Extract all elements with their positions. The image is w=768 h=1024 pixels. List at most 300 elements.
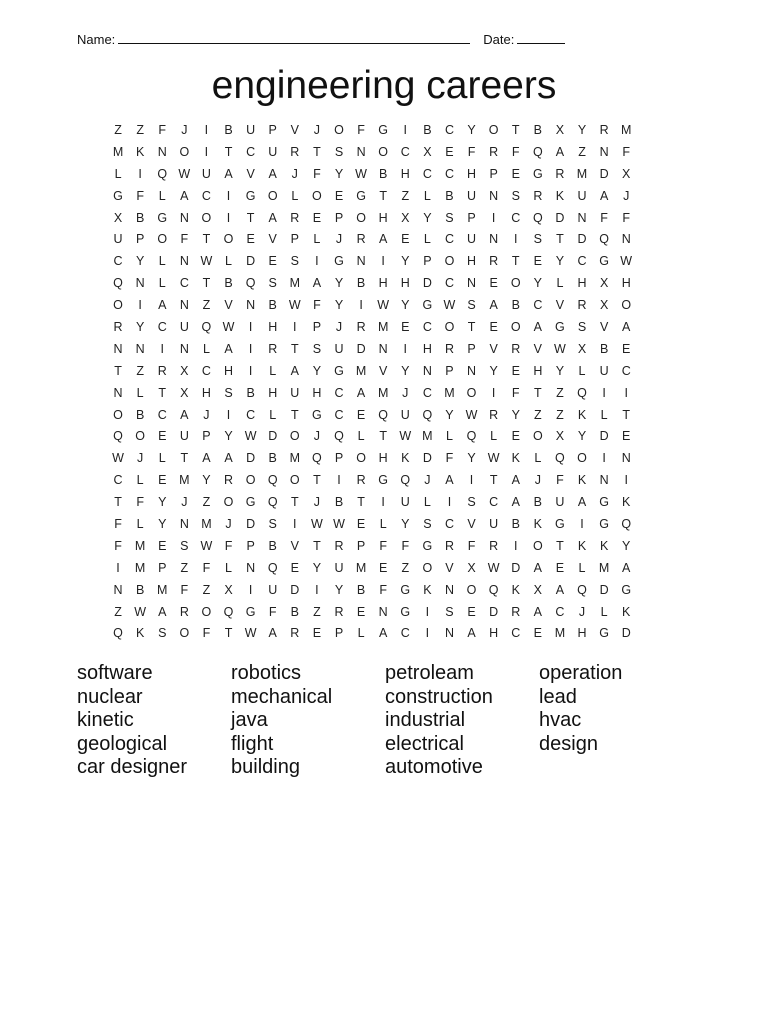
grid-letter[interactable]: A: [467, 626, 476, 641]
grid-letter[interactable]: T: [511, 254, 520, 269]
grid-letter[interactable]: G: [245, 188, 256, 203]
grid-letter[interactable]: H: [378, 276, 388, 291]
grid-letter[interactable]: A: [158, 298, 167, 313]
grid-letter[interactable]: R: [555, 166, 565, 181]
grid-letter[interactable]: O: [577, 451, 587, 466]
grid-letter[interactable]: C: [113, 473, 123, 488]
grid-letter[interactable]: U: [268, 582, 278, 597]
grid-letter[interactable]: S: [268, 276, 277, 291]
grid-letter[interactable]: U: [179, 320, 189, 335]
grid-letter[interactable]: R: [489, 144, 499, 159]
grid-letter[interactable]: B: [268, 538, 277, 553]
grid-letter[interactable]: Z: [202, 495, 211, 510]
grid-letter[interactable]: T: [202, 276, 211, 291]
grid-letter[interactable]: P: [312, 320, 322, 335]
grid-letter[interactable]: E: [356, 407, 366, 422]
grid-letter[interactable]: Y: [135, 320, 145, 335]
grid-letter[interactable]: I: [491, 210, 496, 225]
grid-letter[interactable]: H: [467, 254, 477, 269]
grid-letter[interactable]: F: [600, 210, 608, 225]
grid-letter[interactable]: L: [158, 188, 166, 203]
grid-letter[interactable]: W: [554, 341, 566, 356]
grid-letter[interactable]: L: [534, 451, 542, 466]
grid-letter[interactable]: O: [179, 626, 190, 641]
grid-letter[interactable]: N: [378, 604, 388, 619]
grid-letter[interactable]: W: [134, 604, 147, 619]
grid-letter[interactable]: T: [622, 407, 631, 422]
grid-letter[interactable]: G: [599, 517, 609, 532]
grid-letter[interactable]: C: [113, 254, 123, 269]
grid-letter[interactable]: Y: [555, 254, 565, 269]
grid-letter[interactable]: U: [489, 517, 499, 532]
grid-letter[interactable]: O: [466, 582, 477, 597]
grid-letter[interactable]: G: [422, 538, 433, 553]
grid-letter[interactable]: E: [356, 604, 366, 619]
grid-letter[interactable]: P: [445, 363, 454, 378]
grid-letter[interactable]: E: [379, 560, 388, 575]
grid-letter[interactable]: V: [268, 232, 277, 247]
grid-letter[interactable]: N: [179, 341, 189, 356]
grid-letter[interactable]: H: [312, 385, 322, 400]
grid-letter[interactable]: Z: [556, 385, 564, 400]
grid-letter[interactable]: E: [158, 473, 167, 488]
grid-letter[interactable]: G: [334, 363, 344, 378]
grid-letter[interactable]: U: [179, 429, 189, 444]
grid-letter[interactable]: I: [491, 385, 496, 400]
grid-letter[interactable]: L: [136, 385, 144, 400]
grid-letter[interactable]: T: [114, 363, 122, 378]
grid-letter[interactable]: O: [444, 254, 455, 269]
grid-letter[interactable]: J: [623, 188, 630, 203]
grid-letter[interactable]: N: [621, 232, 631, 247]
grid-letter[interactable]: Q: [267, 560, 278, 575]
grid-letter[interactable]: E: [445, 144, 454, 159]
grid-letter[interactable]: Q: [113, 429, 123, 444]
grid-letter[interactable]: T: [224, 626, 233, 641]
grid-letter[interactable]: T: [246, 210, 255, 225]
grid-letter[interactable]: S: [224, 385, 233, 400]
grid-letter[interactable]: F: [136, 188, 144, 203]
grid-letter[interactable]: F: [357, 123, 365, 137]
grid-letter[interactable]: Y: [622, 538, 631, 553]
grid-letter[interactable]: M: [355, 363, 367, 378]
grid-letter[interactable]: Y: [423, 210, 432, 225]
grid-letter[interactable]: A: [555, 144, 565, 159]
grid-letter[interactable]: Q: [599, 232, 609, 247]
grid-letter[interactable]: A: [622, 560, 631, 575]
grid-letter[interactable]: E: [533, 254, 542, 269]
grid-letter[interactable]: N: [246, 298, 256, 313]
grid-letter[interactable]: O: [113, 407, 123, 422]
grid-letter[interactable]: E: [158, 538, 167, 553]
grid-letter[interactable]: K: [599, 538, 609, 553]
grid-letter[interactable]: I: [293, 320, 297, 335]
grid-letter[interactable]: C: [179, 276, 189, 291]
grid-letter[interactable]: V: [379, 363, 388, 378]
grid-letter[interactable]: C: [400, 626, 410, 641]
grid-letter[interactable]: M: [422, 429, 433, 444]
grid-letter[interactable]: Z: [136, 363, 144, 378]
grid-letter[interactable]: V: [599, 320, 609, 335]
grid-letter[interactable]: C: [246, 144, 256, 159]
grid-letter[interactable]: Q: [532, 210, 543, 225]
grid-letter[interactable]: T: [379, 429, 387, 444]
grid-letter[interactable]: G: [312, 407, 322, 422]
grid-letter[interactable]: T: [467, 320, 476, 335]
grid-letter[interactable]: W: [112, 451, 124, 466]
grid-letter[interactable]: W: [288, 298, 301, 313]
grid-letter[interactable]: A: [224, 451, 233, 466]
grid-letter[interactable]: U: [599, 363, 609, 378]
grid-letter[interactable]: U: [555, 495, 565, 510]
grid-letter[interactable]: P: [135, 232, 145, 247]
grid-letter[interactable]: E: [268, 254, 277, 269]
grid-letter[interactable]: I: [624, 385, 628, 400]
grid-letter[interactable]: R: [599, 123, 609, 137]
grid-letter[interactable]: Q: [334, 429, 344, 444]
grid-letter[interactable]: W: [465, 407, 478, 422]
grid-letter[interactable]: O: [289, 429, 300, 444]
grid-letter[interactable]: M: [289, 451, 300, 466]
grid-letter[interactable]: N: [179, 210, 189, 225]
grid-letter[interactable]: C: [422, 320, 432, 335]
grid-letter[interactable]: N: [467, 363, 477, 378]
grid-letter[interactable]: W: [244, 429, 257, 444]
grid-letter[interactable]: Z: [401, 560, 410, 575]
grid-letter[interactable]: P: [290, 232, 299, 247]
grid-letter[interactable]: I: [425, 626, 430, 641]
grid-letter[interactable]: Y: [533, 276, 542, 291]
grid-letter[interactable]: N: [422, 363, 432, 378]
grid-letter[interactable]: Y: [202, 473, 211, 488]
grid-letter[interactable]: L: [136, 473, 144, 488]
grid-letter[interactable]: Q: [201, 320, 212, 335]
grid-letter[interactable]: A: [268, 210, 277, 225]
grid-letter[interactable]: L: [357, 626, 365, 641]
grid-letter[interactable]: G: [621, 582, 632, 597]
grid-letter[interactable]: A: [290, 363, 299, 378]
grid-letter[interactable]: J: [313, 495, 321, 510]
grid-letter[interactable]: Z: [202, 298, 211, 313]
grid-letter[interactable]: L: [202, 341, 210, 356]
grid-letter[interactable]: R: [179, 604, 189, 619]
grid-letter[interactable]: B: [379, 166, 388, 181]
grid-letter[interactable]: O: [621, 298, 632, 313]
grid-letter[interactable]: A: [312, 276, 322, 291]
grid-letter[interactable]: G: [245, 604, 256, 619]
grid-letter[interactable]: T: [158, 385, 167, 400]
grid-letter[interactable]: R: [577, 298, 587, 313]
grid-letter[interactable]: M: [620, 123, 632, 137]
grid-letter[interactable]: L: [313, 232, 321, 247]
grid-letter[interactable]: F: [467, 144, 476, 159]
grid-letter[interactable]: R: [334, 604, 344, 619]
grid-letter[interactable]: O: [312, 188, 322, 203]
grid-letter[interactable]: J: [335, 232, 343, 247]
grid-letter[interactable]: J: [313, 429, 321, 444]
grid-letter[interactable]: G: [113, 188, 123, 203]
grid-letter[interactable]: B: [268, 298, 277, 313]
grid-letter[interactable]: U: [577, 188, 587, 203]
grid-letter[interactable]: N: [599, 144, 609, 159]
grid-letter[interactable]: T: [313, 473, 321, 488]
grid-letter[interactable]: G: [599, 495, 609, 510]
grid-letter[interactable]: B: [224, 123, 233, 137]
grid-letter[interactable]: R: [356, 320, 366, 335]
grid-letter[interactable]: A: [180, 407, 189, 422]
grid-letter[interactable]: I: [403, 341, 407, 356]
grid-letter[interactable]: D: [246, 517, 256, 532]
grid-letter[interactable]: J: [335, 320, 343, 335]
grid-letter[interactable]: M: [598, 560, 610, 575]
grid-letter[interactable]: F: [467, 538, 476, 553]
grid-letter[interactable]: C: [533, 298, 543, 313]
grid-letter[interactable]: Z: [556, 407, 564, 422]
grid-letter[interactable]: R: [489, 538, 499, 553]
grid-letter[interactable]: Q: [577, 385, 587, 400]
grid-letter[interactable]: T: [290, 407, 299, 422]
grid-letter[interactable]: N: [135, 276, 145, 291]
grid-letter[interactable]: P: [334, 626, 344, 641]
grid-letter[interactable]: R: [290, 144, 300, 159]
grid-letter[interactable]: T: [556, 538, 564, 553]
grid-letter[interactable]: L: [158, 254, 166, 269]
grid-letter[interactable]: M: [377, 385, 389, 400]
grid-letter[interactable]: F: [180, 232, 189, 247]
grid-letter[interactable]: K: [423, 582, 432, 597]
grid-letter[interactable]: A: [224, 166, 233, 181]
grid-letter[interactable]: P: [356, 538, 366, 553]
grid-letter[interactable]: W: [200, 254, 213, 269]
grid-letter[interactable]: P: [334, 210, 344, 225]
grid-letter[interactable]: F: [622, 210, 631, 225]
grid-letter[interactable]: J: [534, 473, 541, 488]
grid-letter[interactable]: I: [425, 604, 430, 619]
grid-letter[interactable]: N: [157, 144, 167, 159]
grid-letter[interactable]: H: [621, 276, 631, 291]
grid-letter[interactable]: S: [423, 517, 432, 532]
grid-letter[interactable]: U: [290, 385, 300, 400]
grid-letter[interactable]: R: [356, 473, 366, 488]
grid-letter[interactable]: E: [622, 341, 631, 356]
grid-letter[interactable]: A: [489, 298, 498, 313]
grid-letter[interactable]: I: [624, 473, 628, 488]
grid-letter[interactable]: M: [134, 538, 146, 553]
grid-letter[interactable]: D: [290, 582, 300, 597]
grid-letter[interactable]: S: [467, 298, 476, 313]
grid-letter[interactable]: R: [224, 473, 234, 488]
grid-letter[interactable]: F: [180, 582, 189, 597]
grid-letter[interactable]: Y: [577, 123, 587, 137]
grid-letter[interactable]: U: [334, 341, 344, 356]
grid-letter[interactable]: D: [599, 582, 609, 597]
grid-letter[interactable]: C: [444, 276, 454, 291]
grid-letter[interactable]: Z: [401, 188, 410, 203]
grid-letter[interactable]: I: [315, 582, 319, 597]
grid-letter[interactable]: I: [138, 166, 142, 181]
grid-letter[interactable]: I: [138, 298, 142, 313]
grid-letter[interactable]: B: [356, 582, 366, 597]
grid-letter[interactable]: D: [577, 232, 587, 247]
grid-letter[interactable]: T: [313, 144, 321, 159]
grid-letter[interactable]: N: [444, 582, 454, 597]
grid-letter[interactable]: U: [467, 232, 477, 247]
grid-letter[interactable]: A: [555, 582, 565, 597]
grid-letter[interactable]: L: [490, 429, 498, 444]
grid-letter[interactable]: W: [377, 298, 390, 313]
grid-letter[interactable]: T: [180, 451, 189, 466]
grid-letter[interactable]: T: [290, 341, 299, 356]
grid-letter[interactable]: E: [555, 560, 565, 575]
grid-letter[interactable]: H: [268, 385, 278, 400]
grid-letter[interactable]: J: [225, 517, 232, 532]
grid-letter[interactable]: O: [223, 232, 234, 247]
grid-letter[interactable]: W: [487, 560, 500, 575]
grid-letter[interactable]: I: [580, 517, 584, 532]
grid-letter[interactable]: L: [556, 276, 564, 291]
grid-letter[interactable]: Q: [113, 626, 123, 641]
grid-letter[interactable]: L: [578, 560, 586, 575]
grid-letter[interactable]: B: [423, 123, 432, 137]
grid-letter[interactable]: Q: [466, 429, 477, 444]
grid-letter[interactable]: S: [511, 188, 520, 203]
grid-letter[interactable]: A: [533, 320, 542, 335]
grid-letter[interactable]: A: [180, 188, 189, 203]
grid-letter[interactable]: T: [357, 495, 365, 510]
grid-letter[interactable]: W: [222, 320, 235, 335]
grid-letter[interactable]: N: [113, 582, 123, 597]
grid-letter[interactable]: F: [313, 166, 321, 181]
grid-letter[interactable]: X: [180, 363, 189, 378]
grid-letter[interactable]: F: [622, 144, 631, 159]
grid-letter[interactable]: V: [246, 166, 255, 181]
grid-letter[interactable]: I: [116, 560, 120, 575]
grid-letter[interactable]: B: [533, 123, 542, 137]
grid-letter[interactable]: Z: [313, 604, 321, 619]
grid-letter[interactable]: I: [293, 517, 297, 532]
grid-letter[interactable]: G: [400, 582, 411, 597]
grid-letter[interactable]: N: [179, 298, 189, 313]
grid-letter[interactable]: G: [334, 254, 344, 269]
grid-letter[interactable]: A: [158, 604, 167, 619]
grid-letter[interactable]: C: [201, 188, 211, 203]
grid-letter[interactable]: U: [113, 232, 123, 247]
grid-letter[interactable]: F: [202, 626, 211, 641]
grid-letter[interactable]: E: [312, 626, 322, 641]
grid-letter[interactable]: B: [334, 495, 344, 510]
grid-letter[interactable]: I: [403, 123, 407, 137]
grid-letter[interactable]: F: [313, 298, 321, 313]
grid-letter[interactable]: E: [312, 210, 322, 225]
grid-letter[interactable]: H: [201, 385, 211, 400]
grid-letter[interactable]: Z: [534, 407, 542, 422]
grid-letter[interactable]: H: [224, 363, 234, 378]
grid-letter[interactable]: C: [422, 166, 432, 181]
grid-letter[interactable]: H: [378, 451, 388, 466]
grid-letter[interactable]: C: [444, 232, 454, 247]
grid-letter[interactable]: Y: [401, 254, 410, 269]
grid-letter[interactable]: G: [157, 210, 168, 225]
grid-letter[interactable]: D: [422, 451, 432, 466]
grid-letter[interactable]: O: [466, 385, 477, 400]
grid-letter[interactable]: F: [114, 538, 122, 553]
grid-letter[interactable]: I: [204, 123, 209, 137]
grid-letter[interactable]: X: [224, 582, 233, 597]
grid-letter[interactable]: I: [160, 341, 164, 356]
grid-letter[interactable]: E: [158, 429, 167, 444]
grid-letter[interactable]: U: [400, 495, 410, 510]
grid-letter[interactable]: N: [378, 341, 388, 356]
grid-letter[interactable]: I: [602, 385, 606, 400]
grid-letter[interactable]: N: [467, 276, 477, 291]
grid-letter[interactable]: B: [511, 517, 520, 532]
grid-letter[interactable]: S: [312, 341, 322, 356]
grid-letter[interactable]: S: [533, 232, 542, 247]
grid-letter[interactable]: I: [248, 363, 253, 378]
grid-letter[interactable]: Y: [334, 166, 344, 181]
grid-letter[interactable]: H: [268, 320, 278, 335]
grid-letter[interactable]: Z: [180, 560, 189, 575]
grid-letter[interactable]: H: [422, 341, 432, 356]
grid-letter[interactable]: X: [467, 560, 476, 575]
grid-letter[interactable]: H: [533, 363, 543, 378]
grid-letter[interactable]: V: [489, 341, 498, 356]
grid-letter[interactable]: I: [381, 495, 385, 510]
grid-letter[interactable]: X: [533, 582, 542, 597]
grid-letter[interactable]: W: [310, 517, 323, 532]
grid-letter[interactable]: J: [203, 407, 210, 422]
grid-letter[interactable]: S: [268, 517, 277, 532]
grid-letter[interactable]: I: [359, 298, 363, 313]
grid-letter[interactable]: R: [157, 363, 167, 378]
grid-letter[interactable]: G: [378, 473, 389, 488]
grid-letter[interactable]: Q: [400, 473, 411, 488]
grid-letter[interactable]: Y: [467, 451, 476, 466]
grid-letter[interactable]: Z: [136, 123, 144, 137]
grid-letter[interactable]: A: [268, 166, 277, 181]
grid-letter[interactable]: L: [114, 166, 122, 181]
grid-letter[interactable]: Y: [401, 363, 410, 378]
grid-letter[interactable]: X: [401, 210, 410, 225]
grid-letter[interactable]: X: [555, 429, 565, 444]
grid-letter[interactable]: F: [445, 451, 454, 466]
grid-letter[interactable]: N: [246, 560, 256, 575]
grid-letter[interactable]: I: [513, 538, 518, 553]
grid-letter[interactable]: I: [447, 495, 452, 510]
grid-letter[interactable]: Q: [267, 495, 278, 510]
grid-letter[interactable]: D: [489, 604, 499, 619]
grid-letter[interactable]: L: [445, 429, 453, 444]
grid-letter[interactable]: I: [337, 473, 341, 488]
grid-letter[interactable]: B: [135, 407, 145, 422]
grid-letter[interactable]: M: [179, 473, 190, 488]
grid-letter[interactable]: U: [268, 144, 278, 159]
grid-letter[interactable]: A: [511, 495, 520, 510]
grid-letter[interactable]: I: [315, 254, 319, 269]
grid-letter[interactable]: O: [422, 560, 433, 575]
grid-letter[interactable]: P: [246, 538, 255, 553]
grid-letter[interactable]: K: [511, 451, 520, 466]
grid-letter[interactable]: O: [201, 210, 212, 225]
grid-letter[interactable]: P: [489, 166, 498, 181]
grid-letter[interactable]: D: [511, 560, 521, 575]
grid-letter[interactable]: W: [487, 451, 500, 466]
grid-letter[interactable]: X: [599, 276, 609, 291]
grid-letter[interactable]: B: [246, 385, 255, 400]
grid-letter[interactable]: C: [577, 254, 587, 269]
grid-letter[interactable]: O: [179, 144, 190, 159]
grid-letter[interactable]: B: [135, 582, 145, 597]
